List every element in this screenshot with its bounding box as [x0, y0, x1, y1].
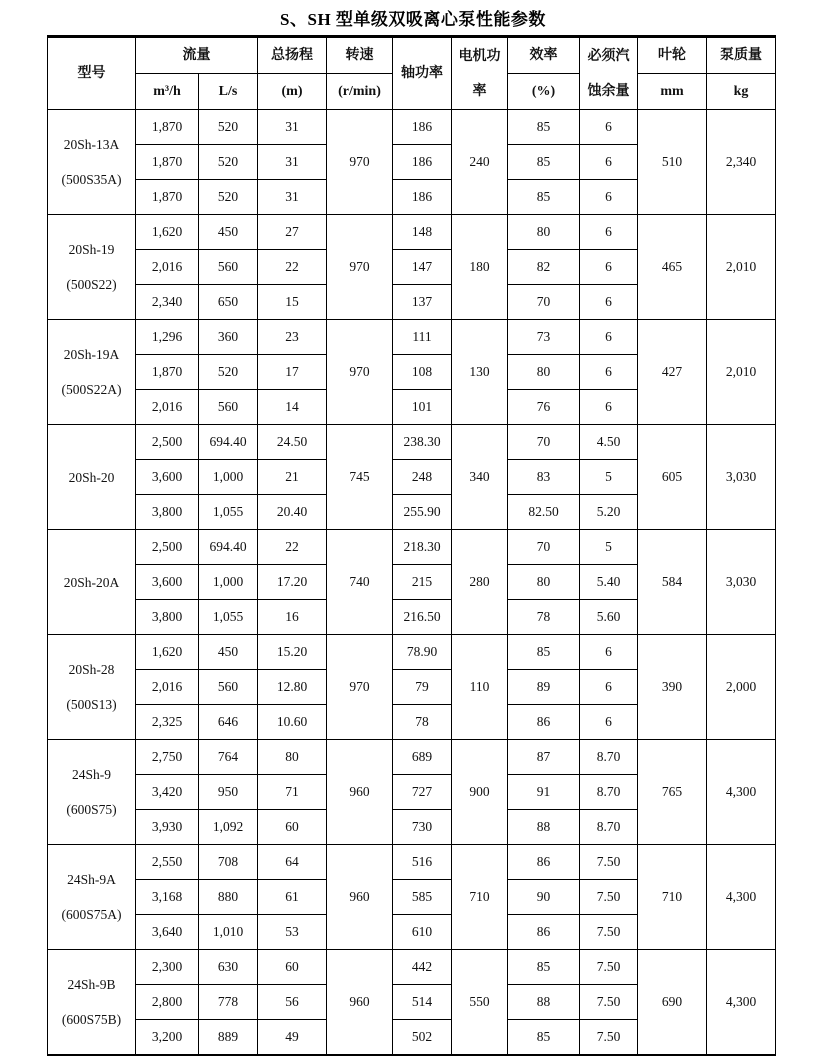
mass-cell: 2,340 [707, 110, 776, 215]
shaft-power-cell: 78 [393, 705, 452, 740]
col-header-efficiency-unit: (%) [508, 74, 580, 110]
flow-m3h-cell: 2,016 [136, 250, 199, 285]
col-header-flow: 流量 [136, 37, 258, 74]
table-header [48, 37, 776, 110]
efficiency-cell: 80 [508, 215, 580, 250]
flow-m3h-cell: 2,750 [136, 740, 199, 775]
flow-m3h-cell: 2,325 [136, 705, 199, 740]
efficiency-cell: 76 [508, 390, 580, 425]
shaft-power-cell: 727 [393, 775, 452, 810]
efficiency-cell: 87 [508, 740, 580, 775]
efficiency-cell: 85 [508, 180, 580, 215]
table-row [48, 425, 776, 460]
head-cell: 10.60 [258, 705, 327, 740]
efficiency-cell: 78 [508, 600, 580, 635]
efficiency-cell: 85 [508, 145, 580, 180]
model-code: (600S75B) [61, 1011, 122, 1027]
efficiency-cell: 83 [508, 460, 580, 495]
npsh-cell: 6 [580, 215, 638, 250]
table-row [48, 215, 776, 250]
efficiency-cell: 86 [508, 705, 580, 740]
efficiency-cell: 85 [508, 635, 580, 670]
col-header-head-unit: (m) [258, 74, 327, 110]
flow-ls-cell: 889 [199, 1020, 258, 1055]
motor-power-cell: 340 [452, 425, 508, 530]
head-cell: 61 [258, 880, 327, 915]
motor-power-cell: 180 [452, 215, 508, 320]
shaft-power-cell: 148 [393, 215, 452, 250]
flow-m3h-cell: 1,870 [136, 110, 199, 145]
efficiency-cell: 85 [508, 950, 580, 985]
model-cell [48, 845, 136, 950]
table-row [48, 740, 776, 775]
npsh-cell: 6 [580, 635, 638, 670]
shaft-power-cell: 442 [393, 950, 452, 985]
col-header-head: 总扬程 [258, 37, 327, 74]
npsh-cell: 8.70 [580, 775, 638, 810]
efficiency-cell: 86 [508, 915, 580, 950]
head-cell: 22 [258, 530, 327, 565]
flow-m3h-cell: 1,870 [136, 355, 199, 390]
flow-m3h-cell: 3,200 [136, 1020, 199, 1055]
head-cell: 27 [258, 215, 327, 250]
shaft-power-cell: 78.90 [393, 635, 452, 670]
npsh-cell: 7.50 [580, 915, 638, 950]
head-cell: 24.50 [258, 425, 327, 460]
npsh-cell: 7.50 [580, 1020, 638, 1055]
model-cell [48, 320, 136, 425]
col-header-efficiency: 效率 [508, 37, 580, 74]
speed-cell: 970 [327, 215, 393, 320]
head-cell: 12.80 [258, 670, 327, 705]
flow-ls-cell: 560 [199, 670, 258, 705]
flow-ls-cell: 520 [199, 110, 258, 145]
head-cell: 23 [258, 320, 327, 355]
flow-ls-cell: 630 [199, 950, 258, 985]
npsh-cell: 6 [580, 705, 638, 740]
col-header-impeller: 叶轮 [638, 37, 707, 74]
flow-m3h-cell: 2,550 [136, 845, 199, 880]
npsh-cell: 5.40 [580, 565, 638, 600]
npsh-cell: 8.70 [580, 810, 638, 845]
col-header-npsh-label: 必须汽蚀余量 [587, 48, 630, 99]
head-cell: 31 [258, 180, 327, 215]
efficiency-cell: 70 [508, 530, 580, 565]
npsh-cell: 5.20 [580, 495, 638, 530]
shaft-power-cell: 108 [393, 355, 452, 390]
col-header-npsh [580, 37, 638, 110]
shaft-power-cell: 216.50 [393, 600, 452, 635]
speed-cell: 970 [327, 635, 393, 740]
motor-power-cell: 550 [452, 950, 508, 1055]
flow-m3h-cell: 1,870 [136, 180, 199, 215]
speed-cell: 745 [327, 425, 393, 530]
flow-ls-cell: 1,000 [199, 565, 258, 600]
speed-cell: 970 [327, 320, 393, 425]
speed-cell: 970 [327, 110, 393, 215]
col-header-impeller-unit: mm [638, 74, 707, 110]
flow-m3h-cell: 1,296 [136, 320, 199, 355]
npsh-cell: 6 [580, 390, 638, 425]
mass-cell: 3,030 [707, 530, 776, 635]
flow-m3h-cell: 3,800 [136, 495, 199, 530]
head-cell: 16 [258, 600, 327, 635]
model-name: 20Sh-20 [68, 469, 115, 485]
page-title: S、SH 型单级双吸离心泵性能参数 [280, 10, 546, 29]
impeller-cell: 710 [638, 845, 707, 950]
mass-cell: 4,300 [707, 845, 776, 950]
flow-m3h-cell: 2,500 [136, 425, 199, 460]
shaft-power-cell: 514 [393, 985, 452, 1020]
shaft-power-cell: 689 [393, 740, 452, 775]
flow-m3h-cell: 2,500 [136, 530, 199, 565]
npsh-cell: 7.50 [580, 985, 638, 1020]
speed-cell: 960 [327, 740, 393, 845]
flow-m3h-cell: 1,620 [136, 635, 199, 670]
head-cell: 60 [258, 810, 327, 845]
col-header-flow-ls: L/s [199, 74, 258, 110]
col-header-shaft-power: 轴功率 [393, 37, 452, 110]
flow-ls-cell: 650 [199, 285, 258, 320]
shaft-power-cell: 516 [393, 845, 452, 880]
impeller-cell: 390 [638, 635, 707, 740]
flow-ls-cell: 450 [199, 215, 258, 250]
head-cell: 17.20 [258, 565, 327, 600]
efficiency-cell: 82.50 [508, 495, 580, 530]
motor-power-cell: 240 [452, 110, 508, 215]
speed-cell: 740 [327, 530, 393, 635]
flow-ls-cell: 560 [199, 390, 258, 425]
model-code: (500S13) [66, 697, 117, 712]
model-code: (600S75) [66, 802, 117, 817]
col-header-motor-power-label: 电机功率 [458, 48, 501, 99]
flow-ls-cell: 1,092 [199, 810, 258, 845]
model-cell [48, 215, 136, 320]
shaft-power-cell: 186 [393, 180, 452, 215]
table-row [48, 635, 776, 670]
speed-cell: 960 [327, 845, 393, 950]
npsh-cell: 6 [580, 110, 638, 145]
impeller-cell: 465 [638, 215, 707, 320]
head-cell: 49 [258, 1020, 327, 1055]
model-cell [48, 635, 136, 740]
flow-ls-cell: 1,000 [199, 460, 258, 495]
impeller-cell: 510 [638, 110, 707, 215]
head-cell: 15.20 [258, 635, 327, 670]
head-cell: 15 [258, 285, 327, 320]
model-cell [48, 740, 136, 845]
flow-m3h-cell: 3,800 [136, 600, 199, 635]
model-code: (500S22) [66, 277, 117, 292]
npsh-cell: 6 [580, 355, 638, 390]
shaft-power-cell: 101 [393, 390, 452, 425]
impeller-cell: 765 [638, 740, 707, 845]
head-cell: 31 [258, 145, 327, 180]
header-row-1 [48, 37, 776, 74]
flow-ls-cell: 778 [199, 985, 258, 1020]
flow-m3h-cell: 3,640 [136, 915, 199, 950]
efficiency-cell: 82 [508, 250, 580, 285]
head-cell: 14 [258, 390, 327, 425]
flow-ls-cell: 520 [199, 355, 258, 390]
table-row [48, 845, 776, 880]
motor-power-cell: 110 [452, 635, 508, 740]
efficiency-cell: 70 [508, 425, 580, 460]
flow-ls-cell: 520 [199, 180, 258, 215]
npsh-cell: 5 [580, 530, 638, 565]
npsh-cell: 7.50 [580, 880, 638, 915]
efficiency-cell: 86 [508, 845, 580, 880]
col-header-speed-unit: (r/min) [327, 74, 393, 110]
model-name: 20Sh-28 [68, 662, 115, 677]
flow-m3h-cell: 1,870 [136, 145, 199, 180]
flow-m3h-cell: 2,340 [136, 285, 199, 320]
motor-power-cell: 900 [452, 740, 508, 845]
flow-ls-cell: 950 [199, 775, 258, 810]
flow-m3h-cell: 2,300 [136, 950, 199, 985]
efficiency-cell: 85 [508, 110, 580, 145]
shaft-power-cell: 137 [393, 285, 452, 320]
shaft-power-cell: 111 [393, 320, 452, 355]
motor-power-cell: 710 [452, 845, 508, 950]
efficiency-cell: 89 [508, 670, 580, 705]
npsh-cell: 4.50 [580, 425, 638, 460]
npsh-cell: 7.50 [580, 950, 638, 985]
efficiency-cell: 88 [508, 810, 580, 845]
model-name: 24Sh-9 [71, 767, 111, 782]
flow-m3h-cell: 1,620 [136, 215, 199, 250]
col-header-motor-power [452, 37, 508, 110]
head-cell: 17 [258, 355, 327, 390]
shaft-power-cell: 248 [393, 460, 452, 495]
flow-ls-cell: 1,055 [199, 600, 258, 635]
model-name: 24Sh-9B [67, 976, 116, 992]
head-cell: 56 [258, 985, 327, 1020]
shaft-power-cell: 610 [393, 915, 452, 950]
head-cell: 20.40 [258, 495, 327, 530]
flow-ls-cell: 1,055 [199, 495, 258, 530]
efficiency-cell: 85 [508, 1020, 580, 1055]
table-row [48, 530, 776, 565]
shaft-power-cell: 218.30 [393, 530, 452, 565]
mass-cell: 4,300 [707, 740, 776, 845]
shaft-power-cell: 186 [393, 145, 452, 180]
col-header-model: 型号 [48, 37, 136, 110]
shaft-power-cell: 186 [393, 110, 452, 145]
flow-ls-cell: 708 [199, 845, 258, 880]
impeller-cell: 690 [638, 950, 707, 1055]
head-cell: 22 [258, 250, 327, 285]
model-code: (500S35A) [61, 172, 122, 187]
col-header-flow-m3h: m³/h [136, 74, 199, 110]
flow-ls-cell: 1,010 [199, 915, 258, 950]
model-cell [48, 950, 136, 1055]
table-row [48, 950, 776, 985]
npsh-cell: 8.70 [580, 740, 638, 775]
npsh-cell: 6 [580, 145, 638, 180]
shaft-power-cell: 502 [393, 1020, 452, 1055]
npsh-cell: 6 [580, 250, 638, 285]
head-cell: 64 [258, 845, 327, 880]
flow-m3h-cell: 2,800 [136, 985, 199, 1020]
flow-ls-cell: 694.40 [199, 530, 258, 565]
flow-m3h-cell: 2,016 [136, 390, 199, 425]
model-name: 20Sh-19A [63, 347, 120, 362]
npsh-cell: 5 [580, 460, 638, 495]
model-cell [48, 530, 136, 635]
speed-cell: 960 [327, 950, 393, 1055]
mass-cell: 4,300 [707, 950, 776, 1055]
flow-m3h-cell: 3,600 [136, 460, 199, 495]
mass-cell: 2,010 [707, 215, 776, 320]
shaft-power-cell: 238.30 [393, 425, 452, 460]
shaft-power-cell: 79 [393, 670, 452, 705]
table-row [48, 110, 776, 145]
model-name: 20Sh-20A [63, 574, 120, 590]
flow-ls-cell: 360 [199, 320, 258, 355]
flow-ls-cell: 694.40 [199, 425, 258, 460]
model-code: (500S22A) [61, 382, 122, 397]
table-body [48, 110, 776, 1055]
efficiency-cell: 90 [508, 880, 580, 915]
motor-power-cell: 280 [452, 530, 508, 635]
mass-cell: 3,030 [707, 425, 776, 530]
efficiency-cell: 80 [508, 565, 580, 600]
flow-ls-cell: 764 [199, 740, 258, 775]
flow-m3h-cell: 3,930 [136, 810, 199, 845]
efficiency-cell: 91 [508, 775, 580, 810]
efficiency-cell: 80 [508, 355, 580, 390]
col-header-mass-unit: kg [707, 74, 776, 110]
npsh-cell: 6 [580, 285, 638, 320]
model-name: 20Sh-19 [68, 242, 115, 257]
head-cell: 60 [258, 950, 327, 985]
flow-m3h-cell: 3,420 [136, 775, 199, 810]
model-code: (600S75A) [61, 907, 122, 922]
flow-ls-cell: 520 [199, 145, 258, 180]
npsh-cell: 6 [580, 670, 638, 705]
impeller-cell: 584 [638, 530, 707, 635]
shaft-power-cell: 585 [393, 880, 452, 915]
model-cell [48, 110, 136, 215]
impeller-cell: 605 [638, 425, 707, 530]
efficiency-cell: 70 [508, 285, 580, 320]
model-cell [48, 425, 136, 530]
model-name: 24Sh-9A [67, 872, 116, 887]
head-cell: 31 [258, 110, 327, 145]
flow-ls-cell: 450 [199, 635, 258, 670]
flow-m3h-cell: 3,600 [136, 565, 199, 600]
motor-power-cell: 130 [452, 320, 508, 425]
head-cell: 80 [258, 740, 327, 775]
flow-ls-cell: 560 [199, 250, 258, 285]
shaft-power-cell: 215 [393, 565, 452, 600]
npsh-cell: 5.60 [580, 600, 638, 635]
npsh-cell: 7.50 [580, 845, 638, 880]
flow-ls-cell: 880 [199, 880, 258, 915]
flow-m3h-cell: 2,016 [136, 670, 199, 705]
col-header-mass: 泵质量 [707, 37, 776, 74]
col-header-speed: 转速 [327, 37, 393, 74]
model-name: 20Sh-13A [63, 137, 120, 152]
shaft-power-cell: 730 [393, 810, 452, 845]
flow-ls-cell: 646 [199, 705, 258, 740]
shaft-power-cell: 147 [393, 250, 452, 285]
head-cell: 53 [258, 915, 327, 950]
pump-parameters-table [47, 35, 776, 1056]
efficiency-cell: 73 [508, 320, 580, 355]
impeller-cell: 427 [638, 320, 707, 425]
efficiency-cell: 88 [508, 985, 580, 1020]
mass-cell: 2,000 [707, 635, 776, 740]
shaft-power-cell: 255.90 [393, 495, 452, 530]
table-row [48, 320, 776, 355]
head-cell: 21 [258, 460, 327, 495]
npsh-cell: 6 [580, 320, 638, 355]
flow-m3h-cell: 3,168 [136, 880, 199, 915]
head-cell: 71 [258, 775, 327, 810]
mass-cell: 2,010 [707, 320, 776, 425]
npsh-cell: 6 [580, 180, 638, 215]
